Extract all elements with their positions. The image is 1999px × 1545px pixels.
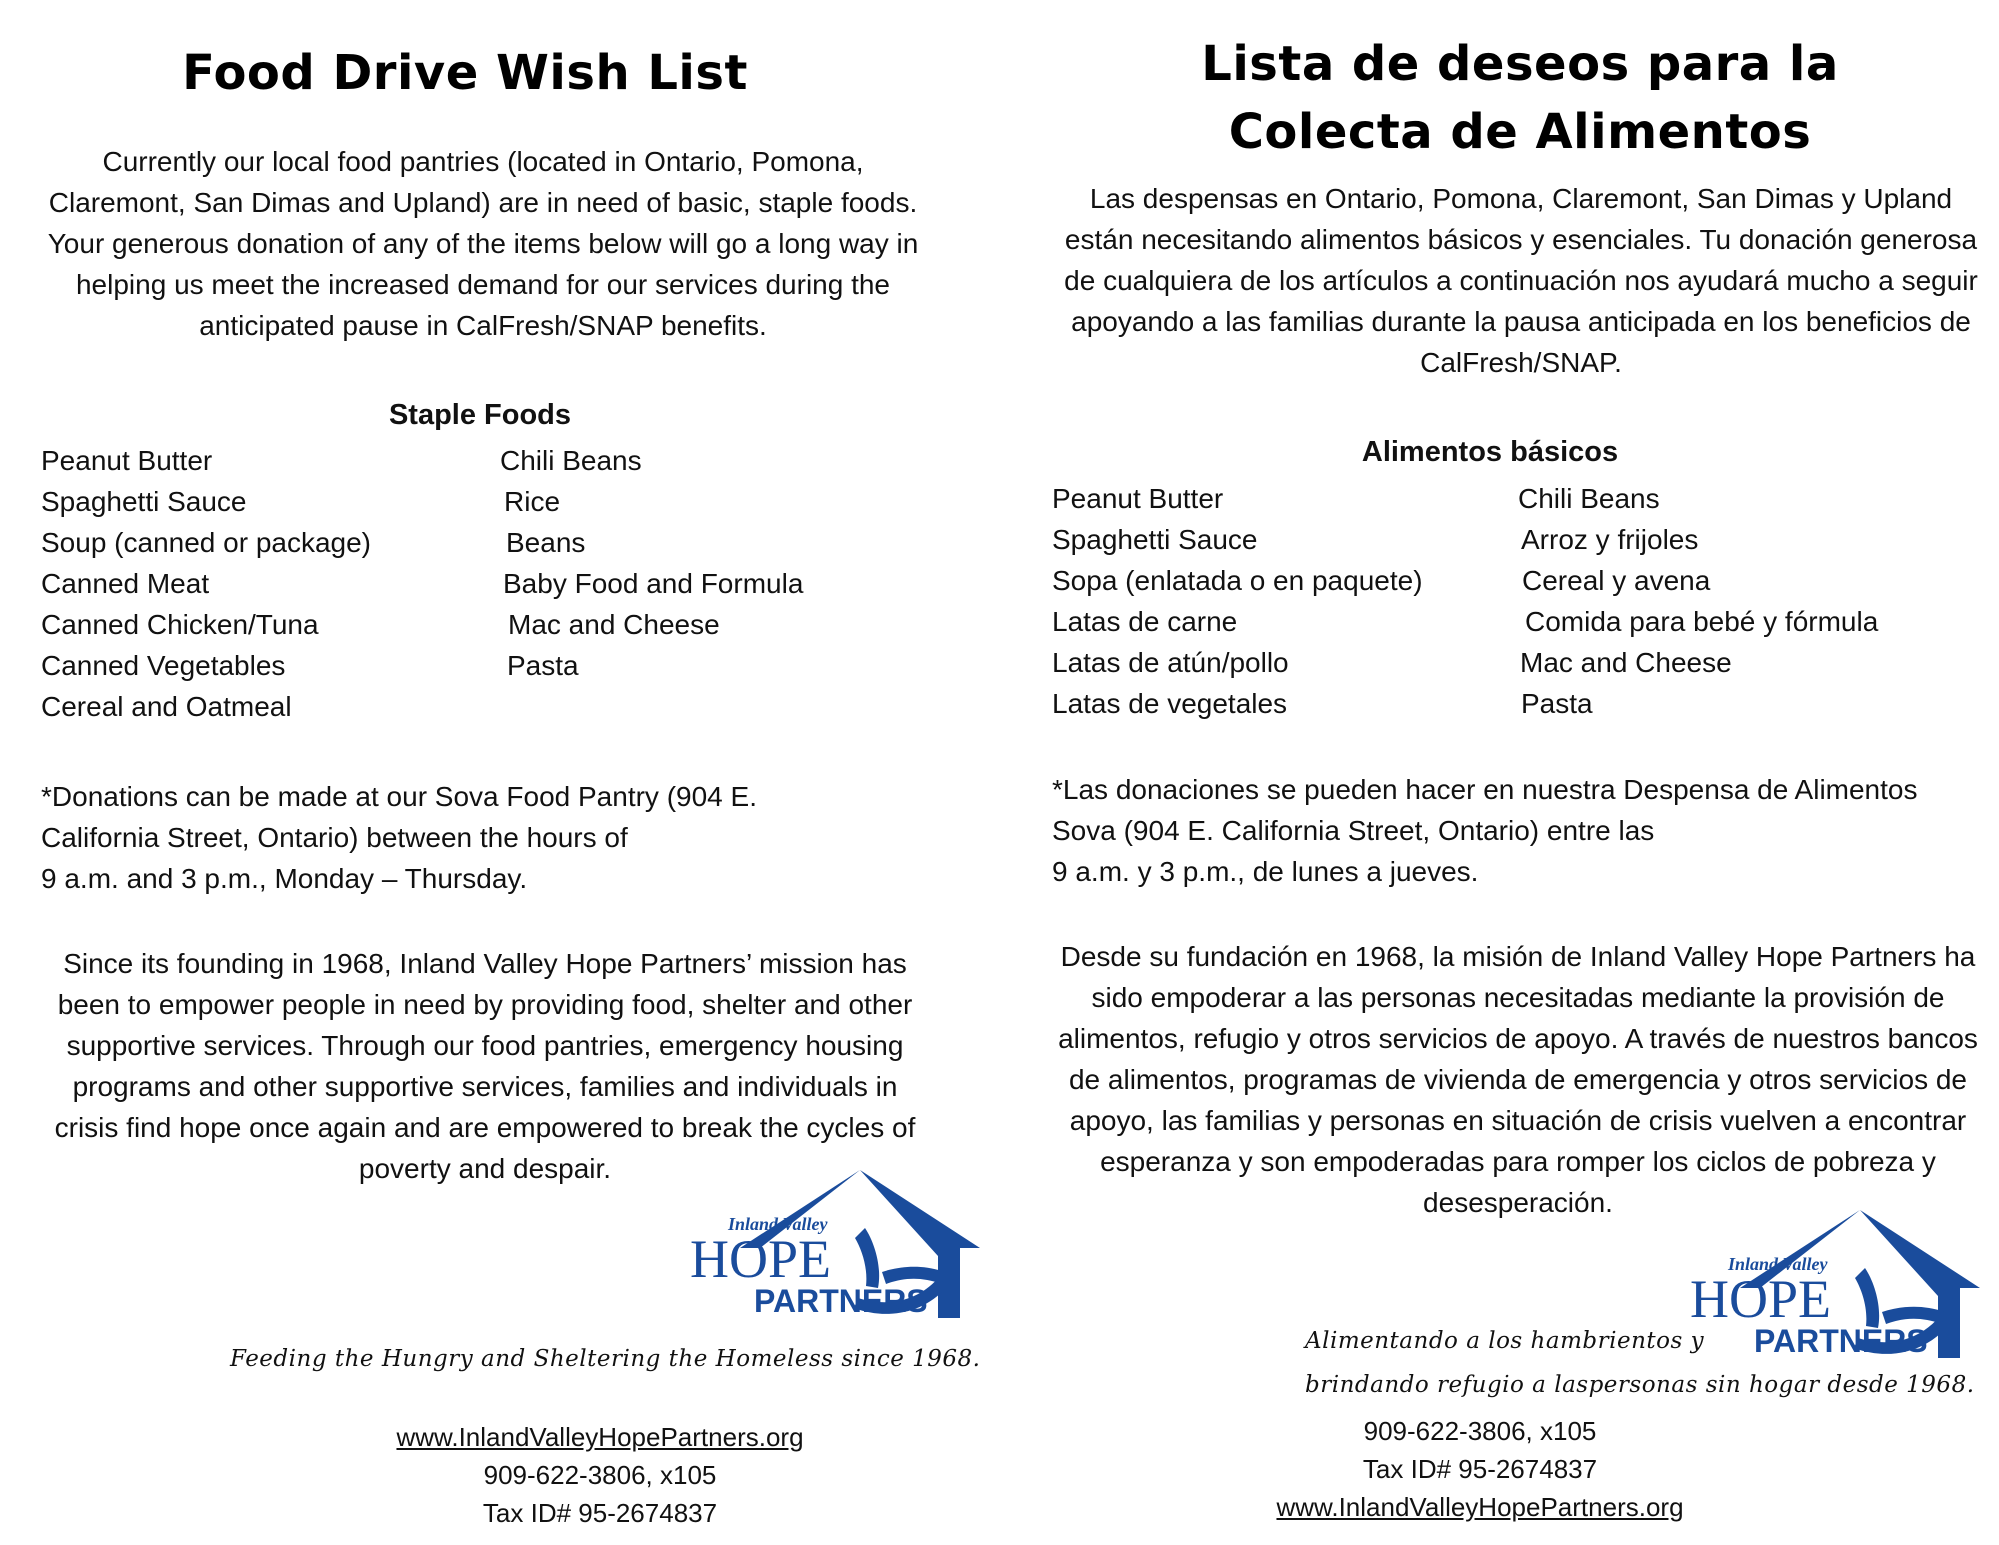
list-item: Pasta [507,650,579,681]
logo-line1: Inland Valley [728,1214,828,1234]
list-item: Mac and Cheese [508,609,720,640]
hope-partners-logo-spanish [1690,1208,1990,1368]
list-item: Spaghetti Sauce [1052,524,1258,555]
logo-line3: PARTNERS [754,1283,928,1319]
logo-line2: HOPE [1690,1269,1832,1329]
tax-id: Tax ID# 95-2674837 [1362,1454,1598,1484]
spanish-donation-info [1052,769,1917,892]
list-item: Baby Food and Formula [503,568,804,599]
website-link[interactable]: www.InlandValleyHopePartners.org [1276,1492,1684,1522]
english-staple-list-col1 [41,440,371,727]
spanish-footer [1200,1412,1760,1526]
list-item: Cereal and Oatmeal [41,691,292,722]
list-item: Canned Vegetables [41,650,286,681]
list-item: Arroz y frijoles [1521,524,1699,555]
english-mission: Since its founding in 1968, Inland Valley Hope Partners’ mission has been to empower people in need by providing food, shelter and other supportive services. Through our food pantries, emergency housing programs and other supportive services, families and individuals in crisis find hope once again and are empowered to break the cycles of poverty and despair. [54,948,916,1184]
spanish-title-line2: Colecta de Alimentos [1228,104,1812,160]
english-staple-list-col2 [500,440,803,686]
list-item: Soup (canned or package) [41,527,371,558]
text-line: Sova (904 E. California Street, Ontario) entre las [1052,815,1655,846]
list-item: Latas de atún/pollo [1052,647,1289,678]
list-item: Canned Meat [41,568,210,599]
list-item: Rice [504,486,561,517]
list-item: Sopa (enlatada o en paquete) [1052,565,1423,596]
english-title: Food Drive Wish List [182,45,748,101]
list-item: Beans [506,527,586,558]
list-item: Chili Beans [1518,483,1660,514]
website-link[interactable]: www.InlandValleyHopePartners.org [396,1422,804,1452]
phone-number: 909-622-3806, x105 [483,1460,717,1490]
english-footer [330,1418,870,1532]
text-line: 9 a.m. and 3 p.m., Monday – Thursday. [41,863,528,894]
phone-number: 909-622-3806, x105 [1363,1416,1597,1446]
spanish-list-heading: Alimentos básicos [1361,436,1619,468]
list-item: Spaghetti Sauce [41,486,247,517]
english-intro: Currently our local food pantries (located in Ontario, Pomona, Claremont, San Dimas and Upland) are in need of basic, staple foods. Your generous donation of any of the items below will go a long way in helping us meet the increased demand for our services during the anticipated pause in CalFresh/SNAP benefits. [47,146,919,341]
spanish-tagline-line2: brindando refugio a laspersonas sin hogar desde 1968. [1305,1372,1975,1398]
hope-partners-logo [690,1168,990,1328]
english-tagline: Feeding the Hungry and Sheltering the Homeless since 1968. [230,1346,981,1372]
list-item: Canned Chicken/Tuna [41,609,319,640]
spanish-staple-list-col2 [1518,478,1878,724]
english-donation-info [41,776,757,899]
list-item: Cereal y avena [1522,565,1711,596]
list-item: Latas de carne [1052,606,1238,637]
spanish-tagline-line1: Alimentando a los hambrientos y [1305,1328,1705,1354]
logo-line1: Inland Valley [1728,1254,1828,1274]
list-item: Latas de vegetales [1052,688,1288,719]
logo-line3: PARTNERS [1754,1323,1928,1359]
list-item: Mac and Cheese [1520,647,1732,678]
spanish-title-line1: Lista de deseos para la [1201,36,1839,92]
spanish-title [1030,30,1999,166]
text-line: California Street, Ontario) between the hours of [41,822,628,853]
spanish-staple-list-col1 [1052,478,1423,724]
text-line: *Donations can be made at our Sova Food Pantry (904 E. [41,781,757,812]
text-line: 9 a.m. y 3 p.m., de lunes a jueves. [1052,856,1479,887]
tax-id: Tax ID# 95-2674837 [482,1498,718,1528]
spanish-mission: Desde su fundación en 1968, la misión de Inland Valley Hope Partners ha sido empoderar a las personas necesitadas mediante la provisión de alimentos, refugio y otros servicios de apoyo. A través de nuestros bancos de alimentos, programas de vivienda de emergencia y otros servicios de apoyo, las familias y personas en situación de crisis vuelven a encontrar esperanza y son empoderadas para romper los ciclos de pobreza y desesperación. [1058,941,1978,1218]
logo-line2: HOPE [690,1229,832,1289]
list-item: Peanut Butter [1052,483,1224,514]
list-item: Comida para bebé y fórmula [1525,606,1879,637]
list-item: Chili Beans [500,445,642,476]
spanish-intro: Las despensas en Ontario, Pomona, Claremont, San Dimas y Upland están necesitando alimentos básicos y esenciales. Tu donación generosa de cualquiera de los artículos a continuación nos ayudará mucho a seguir apoyando a las familias durante la pausa anticipada en los beneficios de CalFresh/SNAP. [1064,183,1978,378]
english-list-heading: Staple Foods [388,399,572,431]
list-item: Pasta [1521,688,1593,719]
list-item: Peanut Butter [41,445,213,476]
text-line: *Las donaciones se pueden hacer en nuestra Despensa de Alimentos [1052,774,1918,805]
